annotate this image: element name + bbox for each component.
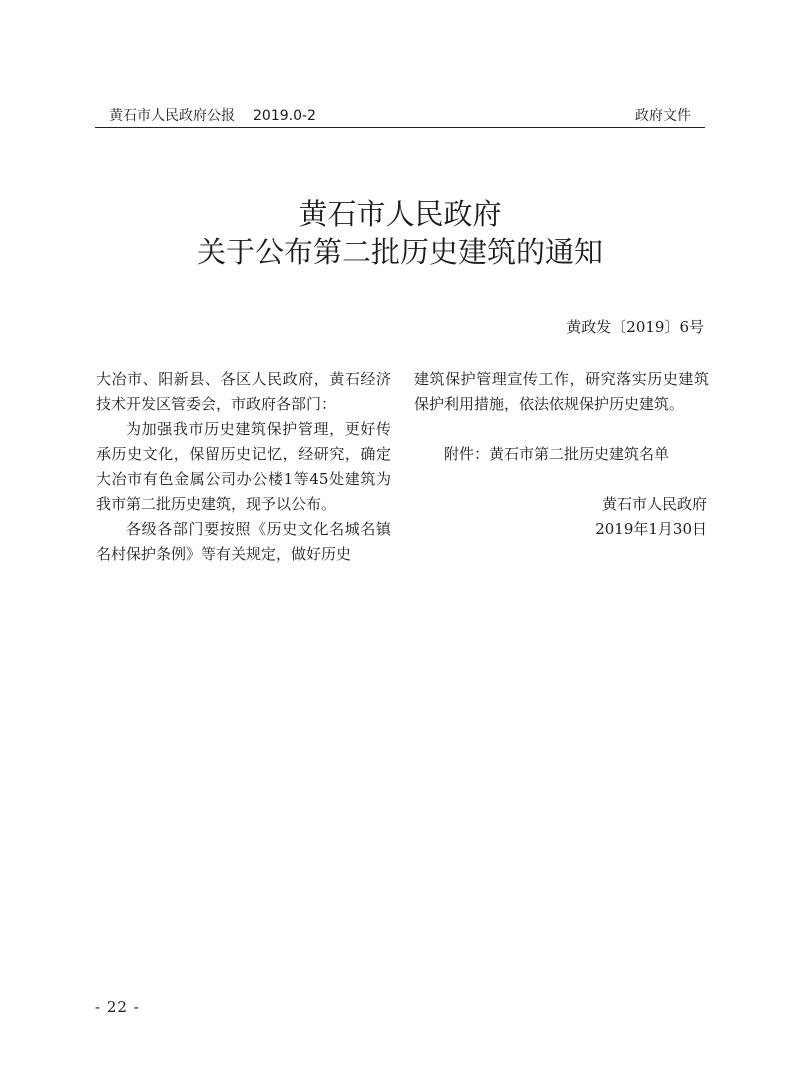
salutation: 大冶市、阳新县、各区人民政府，黄石经济技术开发区管委会，市政府各部门： xyxy=(96,370,391,413)
attachment-line: 附件：黄石市第二批历史建筑名单 xyxy=(444,445,670,463)
page-number: - 22 - xyxy=(95,998,140,1016)
section-name: 政府文件 xyxy=(635,108,691,124)
signature-organization: 黄石市人民政府 xyxy=(601,495,707,513)
page-header xyxy=(95,103,705,128)
body-column-right xyxy=(414,367,709,542)
publication-name: 黄石市人民政府公报 xyxy=(109,108,235,124)
header-publication-info xyxy=(109,105,316,125)
paragraph-2-start: 各级各部门要按照《历史文化名城名镇名村保护条例》等有关规定，做好历史 xyxy=(96,520,391,563)
document-number: 黄政发〔2019〕6号 xyxy=(566,318,704,336)
paragraph-2-continued: 建筑保护管理宣传工作，研究落实历史建筑保护利用措施，依法依规保护历史建筑。 xyxy=(414,370,709,413)
title-subject: 关于公布第二批历史建筑的通知 xyxy=(196,235,603,269)
paragraph-1: 为加强我市历史建筑保护管理，更好传承历史文化，保留历史记忆，经研究，确定大冶市有色金属公司办公楼1等45处建筑为我市第二批历史建筑，现予以公布。 xyxy=(96,420,391,513)
title-issuer: 黄石市人民政府 xyxy=(298,197,502,231)
signature-date: 2019年1月30日 xyxy=(595,520,707,538)
body-column-left xyxy=(96,367,391,567)
issue-number: 2019.0-2 xyxy=(253,108,316,124)
